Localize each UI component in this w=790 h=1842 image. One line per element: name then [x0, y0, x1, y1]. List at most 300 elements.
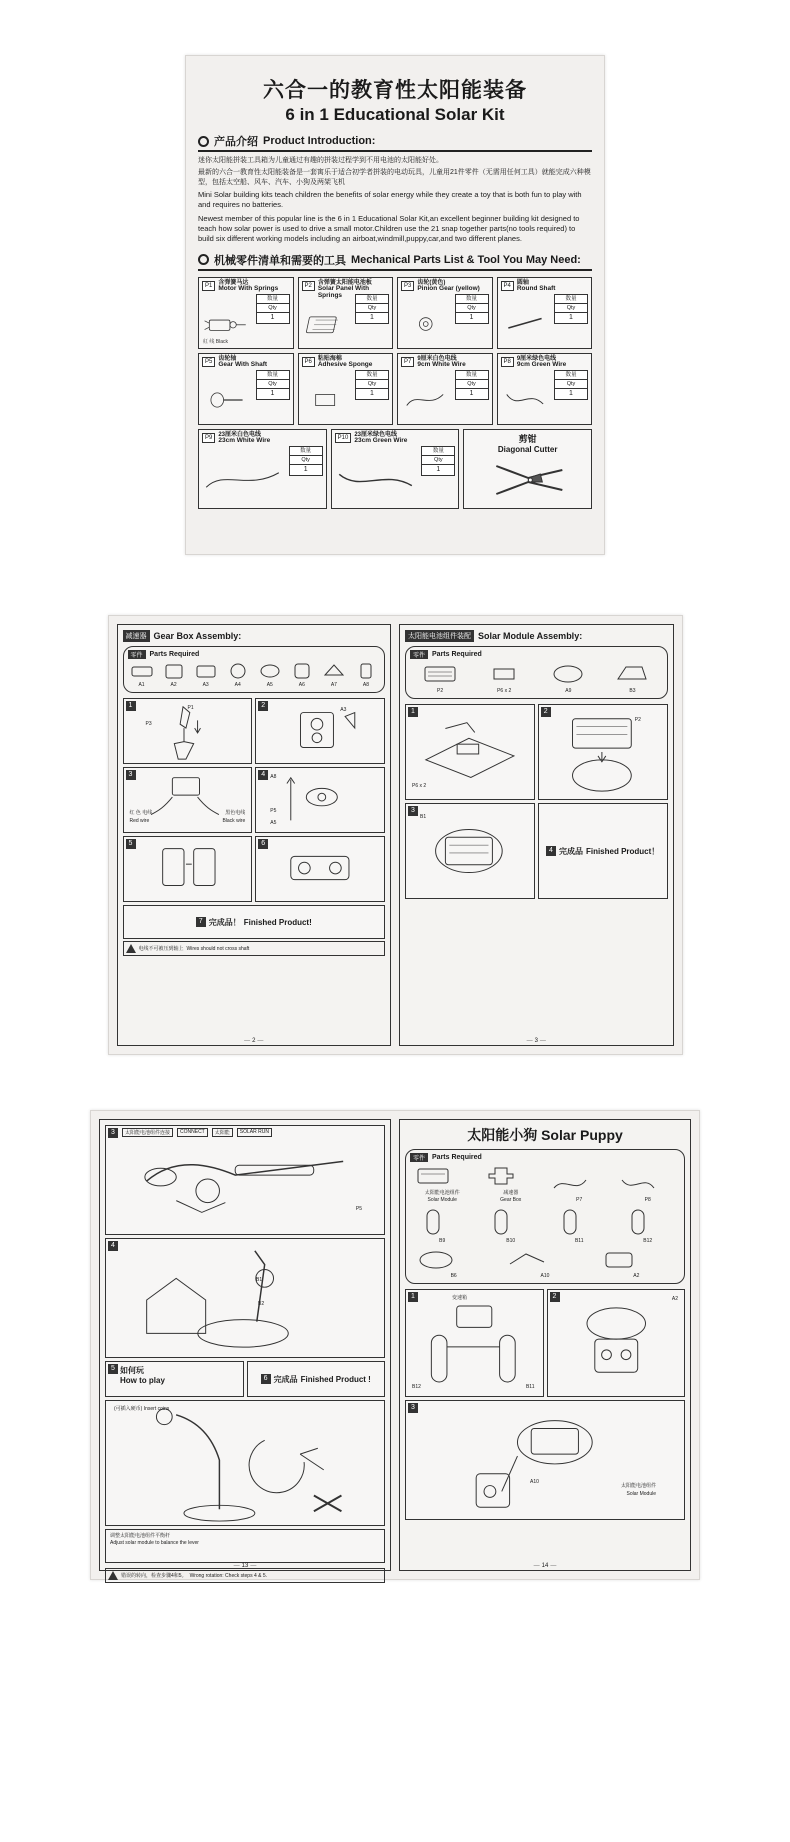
- required-part: [550, 1172, 609, 1203]
- round-shaft-icon: [502, 304, 550, 344]
- step-number: 7: [196, 917, 206, 927]
- white-wire-long-icon: [203, 456, 284, 504]
- part-name-cn: 9厘米绿色电线: [516, 355, 557, 362]
- step-caption: B11: [525, 1384, 535, 1390]
- step-number: 5: [108, 1364, 118, 1374]
- leg-part-icon: [618, 1207, 658, 1237]
- connect-badge-cn: 太阳能电池组件连接: [122, 1128, 173, 1137]
- finished-label-en: Finished Product！: [585, 846, 660, 856]
- part-id: P3: [401, 281, 414, 291]
- part-name-en: Round Shaft: [516, 285, 556, 293]
- required-part-label: P6 x 2: [497, 688, 512, 694]
- required-part: [413, 1207, 472, 1244]
- tool-name-en: Diagonal Cutter: [497, 444, 558, 454]
- column-solar-puppy: [399, 1119, 691, 1571]
- part-name-en: 23cm White Wire: [218, 437, 271, 445]
- part-id: P9: [202, 433, 215, 443]
- parts-grid-row3: [198, 429, 592, 509]
- qty-box: [355, 370, 389, 400]
- qty-label-en: Qty: [257, 304, 289, 313]
- step-number: 1: [408, 707, 418, 717]
- section-parts-list: [198, 252, 592, 271]
- adhesive-sponge-icon: [303, 380, 351, 420]
- part-name-cn: 粘贴海棉: [317, 355, 342, 362]
- leg-part-icon: [481, 1207, 521, 1237]
- warning-row: [123, 941, 386, 956]
- finished-product-box: [123, 905, 386, 939]
- bracket-part-icon: [596, 1248, 642, 1272]
- step-box: [538, 704, 668, 800]
- parts-required-box: [405, 646, 668, 699]
- steps-grid: [105, 1125, 385, 1583]
- part-shape-icon: [193, 661, 219, 681]
- wrong-text-en: Wrong rotation: Check steps 4 & 5.: [189, 1572, 268, 1579]
- part-name-cn: 23厘米白色电线: [218, 431, 262, 438]
- part-name-en: Adhesive Sponge: [317, 361, 373, 369]
- qty-label-en: Qty: [356, 380, 388, 389]
- qty-box: [289, 446, 323, 476]
- step-number: 6: [258, 839, 268, 849]
- qty-label-en: Qty: [456, 304, 488, 313]
- wrong-rotation-warning: [105, 1568, 385, 1583]
- part-cell: [198, 429, 327, 509]
- qty-label-en: Qty: [257, 380, 289, 389]
- qty-label-cn: 数量: [555, 371, 587, 380]
- warning-text-cn: 电线不可被压到轴上: [138, 946, 184, 952]
- step-caption: A10: [530, 1479, 539, 1485]
- required-part: [481, 1207, 540, 1244]
- step-caption-cn: 黑色电线: [225, 810, 246, 816]
- step-caption: A3: [340, 707, 347, 713]
- step-caption-cn: 太阳能电池组件: [620, 1483, 656, 1489]
- required-part-label-en: A10: [540, 1273, 550, 1279]
- body-part-icon: [413, 1248, 459, 1272]
- required-part: [353, 661, 379, 688]
- finished-product-box: [538, 803, 668, 899]
- finished-product-box: [247, 1361, 386, 1397]
- step-illustration: [406, 1401, 684, 1519]
- qty-box: [421, 446, 455, 476]
- step-box: [405, 1400, 685, 1520]
- part-id: P10: [335, 433, 352, 443]
- step-caption-cn: 变速箱: [452, 1295, 468, 1301]
- step-caption: B12: [412, 1384, 421, 1390]
- step-box: [255, 836, 385, 902]
- arm-part-icon: [504, 1248, 550, 1272]
- bullet-icon: [198, 254, 209, 265]
- required-part-label-en: Solar Module: [427, 1197, 457, 1203]
- part-shape-icon: [129, 661, 155, 681]
- part-illustration: [203, 456, 284, 504]
- step-caption-en: Black wire: [222, 818, 246, 824]
- required-part-label-en: B12: [643, 1238, 653, 1244]
- section-tag: 减速器: [123, 630, 150, 642]
- qty-value: 1: [436, 465, 441, 473]
- puppy-title: [405, 1125, 685, 1145]
- gear-with-shaft-icon: [203, 380, 251, 420]
- step-caption: B2: [258, 1301, 265, 1307]
- page-number: — 3 —: [525, 1038, 548, 1044]
- solar-module-icon: [413, 1164, 453, 1188]
- page-number: — 13 —: [232, 1563, 259, 1569]
- solar-panel-icon: [303, 304, 351, 344]
- qty-label-cn: 数量: [456, 295, 488, 304]
- required-part: [481, 1164, 540, 1203]
- step-illustration: [106, 1126, 384, 1234]
- part-illustration: [203, 380, 251, 420]
- required-part: [596, 1248, 677, 1279]
- required-part-label-en: Gear Box: [500, 1197, 522, 1203]
- qty-value: 1: [569, 313, 573, 321]
- required-part-label-cn: 减速器: [503, 1190, 519, 1196]
- step-number: 3: [408, 1403, 418, 1413]
- part-id: P5: [202, 357, 215, 367]
- part-illustration: [303, 304, 351, 344]
- part-name-en: Motor With Springs: [218, 285, 279, 293]
- step-number: 4: [258, 770, 268, 780]
- part-cell: [298, 277, 394, 349]
- section-title-en: Solar Module Assembly:: [478, 631, 583, 641]
- part-name-cn: 齿轮(黄色): [417, 279, 446, 286]
- finished-label-cn: 完成品: [558, 846, 583, 856]
- wire-icon: [550, 1172, 590, 1196]
- required-part: [484, 661, 524, 694]
- step-caption: B1: [256, 1277, 263, 1283]
- section-label-en: Mechanical Parts List & Tool You May Need:: [351, 253, 581, 266]
- step-caption: A5: [270, 820, 277, 826]
- step-illustration: [548, 1290, 685, 1396]
- step-illustration: [256, 699, 384, 763]
- required-part-label: A2: [170, 682, 177, 688]
- step-box: [123, 836, 253, 902]
- part-name-en: 9cm Green Wire: [516, 361, 567, 369]
- column-solar-module-assembly: [399, 624, 674, 1046]
- required-part: [618, 1172, 677, 1203]
- finished-label-en: Finished Product!: [243, 917, 312, 927]
- column-gear-box-assembly: [117, 624, 392, 1046]
- required-part: [321, 661, 347, 688]
- part-name-cn: 9厘米白色电线: [417, 355, 457, 362]
- part-cell: [198, 353, 294, 425]
- how-to-play-en: How to play: [120, 1376, 165, 1385]
- required-part: [289, 661, 315, 688]
- section-product-introduction: [198, 133, 592, 152]
- step-caption: P2: [634, 717, 641, 723]
- step-number: 1: [126, 701, 136, 711]
- required-part: [413, 1164, 472, 1203]
- part-illustration: [336, 456, 417, 504]
- required-part-label: A1: [138, 682, 145, 688]
- required-part-label: A6: [298, 682, 305, 688]
- green-wire-icon: [502, 380, 550, 420]
- how-to-play-cn: 如何玩: [120, 1366, 144, 1375]
- step-box: [255, 698, 385, 764]
- required-part-label-cn: 太阳能电池组件: [424, 1190, 460, 1196]
- qty-label-cn: 数量: [290, 447, 322, 456]
- warning-icon: [108, 1571, 118, 1580]
- required-part-label-en: A2: [633, 1273, 640, 1279]
- step-caption: P5: [355, 1206, 362, 1212]
- step-box: [105, 1125, 385, 1235]
- finished-label-en: Finished Product !: [300, 1374, 371, 1384]
- required-part-label: A3: [202, 682, 209, 688]
- section-tag: 太阳能电池组件装配: [405, 630, 474, 642]
- qty-label-en: Qty: [555, 304, 587, 313]
- sponge-icon: [484, 661, 524, 687]
- qty-label-en: Qty: [555, 380, 587, 389]
- required-part-label-en: B9: [439, 1238, 446, 1244]
- qty-value: 1: [370, 313, 374, 321]
- step-box: [405, 803, 535, 899]
- qty-value: 1: [270, 313, 275, 321]
- sheet-gearbox-solar: [108, 615, 683, 1055]
- part-illustration: [402, 380, 450, 420]
- step-caption: P3: [145, 721, 152, 727]
- part-cell: [397, 277, 493, 349]
- part-cell: [198, 277, 294, 349]
- required-part-label: P2: [437, 688, 444, 694]
- part-name-en: 23cm Green Wire: [354, 437, 408, 445]
- insert-coin-caption: (可插入硬币) Insert coins: [114, 1406, 170, 1412]
- puppy-title-en: Solar Puppy: [541, 1127, 623, 1143]
- step-caption: P5: [270, 808, 277, 814]
- step-caption: B1: [420, 814, 427, 820]
- warning-icon: [126, 944, 136, 953]
- qty-label-cn: 数量: [257, 295, 289, 304]
- part-shape-icon: [353, 661, 379, 681]
- part-cell: [298, 353, 394, 425]
- white-wire-icon: [402, 380, 450, 420]
- step-box: [405, 1289, 544, 1397]
- parts-required-label: Parts Required: [432, 651, 482, 658]
- warning-text-en: Wires should not cross shaft: [186, 945, 250, 952]
- step-illustration: [539, 705, 667, 799]
- required-part-label-en: B10: [506, 1238, 516, 1244]
- step-number: 5: [126, 839, 136, 849]
- steps-grid: [405, 1289, 685, 1508]
- qty-box: [455, 294, 489, 324]
- step-number: 2: [550, 1292, 560, 1302]
- parts-required-tag: 零件: [410, 650, 428, 659]
- adjust-note-cn: 调整太阳能电池组件平衡杆: [110, 1533, 171, 1539]
- step-number: 2: [258, 701, 268, 711]
- parts-grid: [198, 277, 592, 425]
- step-number: 6: [261, 1374, 271, 1384]
- finished-label-cn: 完成品！: [208, 917, 241, 927]
- step-number: 2: [541, 707, 551, 717]
- solar-run-badge-en: SOLAR RUN: [237, 1128, 272, 1137]
- step-number: 4: [546, 846, 556, 856]
- part-name-cn: 圆轴: [516, 279, 529, 286]
- step-box: [123, 767, 253, 833]
- adjust-note-box: [105, 1529, 385, 1563]
- required-part-label: A5: [266, 682, 273, 688]
- solar-run-badge-cn: 太阳能: [212, 1128, 233, 1137]
- part-illustration: [502, 380, 550, 420]
- part-id: P8: [501, 357, 514, 367]
- part-id: P6: [302, 357, 315, 367]
- qty-label-en: Qty: [422, 456, 454, 465]
- step-number: 3: [408, 806, 418, 816]
- sheet-solar-puppy: [90, 1110, 700, 1580]
- solar-panel-icon: [420, 661, 460, 687]
- frame-icon: [548, 661, 588, 687]
- qty-label-cn: 数量: [456, 371, 488, 380]
- step-caption: A8: [270, 774, 277, 780]
- required-part-label: B3: [629, 688, 636, 694]
- required-part-label-en: B11: [574, 1238, 584, 1244]
- step-illustration: [124, 837, 252, 901]
- required-part: [612, 661, 652, 694]
- play-illustration-box: [105, 1400, 385, 1526]
- intro-paragraph: Newest member of this popular line is the 6 in 1 Educational Solar Kit,an excellent beginner building kit designed to teach how solar power is used to drive a small motor.Children use the 21 snap together parts(no tools required) to build six different working models including an airboat,windmill,puppy,car,and two different planes.: [198, 213, 580, 243]
- connect-badge-en: CONNECT: [177, 1128, 208, 1137]
- required-part-label: A7: [330, 682, 337, 688]
- step-caption-en: Solar Module: [626, 1491, 656, 1497]
- column-lever-model: [99, 1119, 391, 1579]
- section-label-en: Product Introduction:: [263, 135, 376, 147]
- qty-value: 1: [469, 313, 474, 321]
- step-box: [405, 704, 535, 800]
- leg-part-icon: [550, 1207, 590, 1237]
- step-caption-en: Red wire: [129, 818, 150, 824]
- page-title-en: 6 in 1 Educational Solar Kit: [285, 105, 505, 124]
- qty-label-en: Qty: [456, 380, 488, 389]
- required-part: [548, 661, 588, 694]
- required-part: [129, 661, 155, 688]
- part-name-cn: 含弹簧马达: [218, 279, 249, 286]
- part-shape-icon: [225, 661, 251, 681]
- part-cell: [397, 353, 493, 425]
- diagonal-cutter-icon: [470, 456, 585, 504]
- intro-paragraph: 最新的六合一教育性太阳能装备是一套寓乐于适合初学者拼装的电动玩具，儿童用21件零件（无需用任何工具）就能完成六种模型，包括太空船、风车、汽车、小狗及两架飞机: [198, 169, 591, 186]
- how-to-play-box: [105, 1361, 244, 1397]
- required-part-label: A8: [362, 682, 370, 688]
- play-illustration: [106, 1401, 384, 1525]
- step-number: 3: [108, 1128, 118, 1138]
- part-note: [203, 338, 228, 345]
- required-part: [225, 661, 251, 688]
- parts-required-tag: 零件: [128, 650, 146, 659]
- base-icon: [612, 661, 652, 687]
- required-part: [257, 661, 283, 688]
- required-part: [161, 661, 187, 688]
- bullet-icon: [198, 136, 209, 147]
- part-name-cn: 齿轮轴: [218, 355, 237, 362]
- required-part: [618, 1207, 677, 1244]
- document-page: [0, 55, 790, 1580]
- adjust-note-en: Adjust solar module to balance the lever: [110, 1540, 199, 1546]
- qty-label-cn: 数量: [422, 447, 454, 456]
- puppy-title-cn: 太阳能小狗: [467, 1127, 538, 1143]
- finished-label-cn: 完成品: [273, 1374, 298, 1384]
- qty-box: [455, 370, 489, 400]
- qty-value: 1: [370, 389, 374, 397]
- section-label-cn: 机械零件清单和需要的工具: [214, 254, 346, 267]
- qty-box: [256, 294, 290, 324]
- wrong-text-cn: 错误的转向，检查步骤4和5。: [121, 1573, 187, 1579]
- part-name-cn: 23厘米绿色电线: [354, 431, 398, 438]
- part-shape-icon: [161, 661, 187, 681]
- tool-cell-diagonal-cutter: [463, 429, 592, 509]
- qty-label-cn: 数量: [257, 371, 289, 380]
- parts-required-box: [405, 1149, 685, 1284]
- required-part: [504, 1248, 585, 1279]
- page-number: — 14 —: [532, 1563, 559, 1569]
- part-cell: [497, 277, 593, 349]
- page-number: — 2 —: [242, 1038, 265, 1044]
- part-shape-icon: [321, 661, 347, 681]
- leg-part-icon: [413, 1207, 453, 1237]
- required-part-label: A9: [565, 688, 572, 694]
- required-part-label-en: P8: [644, 1197, 651, 1203]
- part-shape-icon: [257, 661, 283, 681]
- part-name-en: 9cm White Wire: [417, 361, 466, 369]
- part-id: P2: [302, 281, 315, 291]
- qty-box: [554, 294, 588, 324]
- gear-box-icon: [481, 1164, 521, 1188]
- parts-required-tag: 零件: [410, 1153, 428, 1162]
- step-caption: A2: [671, 1296, 678, 1302]
- qty-box: [355, 294, 389, 324]
- part-cell: [497, 353, 593, 425]
- step-box: [255, 767, 385, 833]
- intro-paragraph: 迷你太阳能拼装工具箱为儿童通过有趣的拼装过程学到不用电池的太阳能好处。: [198, 157, 443, 164]
- page-title-cn: 六合一的教育性太阳能装备: [263, 79, 527, 102]
- sheet-cover: [185, 55, 605, 555]
- part-illustration: [502, 304, 550, 344]
- part-illustration: [303, 380, 351, 420]
- step-illustration: [106, 1239, 384, 1357]
- qty-label-cn: 数量: [356, 295, 388, 304]
- parts-required-label: Parts Required: [149, 651, 200, 658]
- step-illustration: [406, 1290, 543, 1396]
- required-part: [413, 1248, 494, 1279]
- required-part-label: A4: [234, 682, 241, 688]
- part-id: P4: [501, 281, 514, 291]
- part-shape-icon: [289, 661, 315, 681]
- qty-label-cn: 数量: [555, 295, 587, 304]
- qty-value: 1: [270, 389, 275, 397]
- step-number: 4: [108, 1241, 118, 1251]
- step-number: 1: [408, 1292, 418, 1302]
- step-box: [547, 1289, 686, 1397]
- qty-box: [256, 370, 290, 400]
- step-number: 3: [126, 770, 136, 780]
- qty-label-cn: 数量: [356, 371, 388, 380]
- required-part: [193, 661, 219, 688]
- qty-label-en: Qty: [356, 304, 388, 313]
- part-note-en: Black: [215, 338, 229, 345]
- required-part-label-en: B6: [450, 1273, 457, 1279]
- qty-value: 1: [303, 465, 308, 473]
- part-illustration: [402, 304, 450, 344]
- tool-name-cn: 剪钳: [518, 433, 537, 444]
- required-part-label-en: P7: [576, 1197, 583, 1203]
- part-name-en: Gear With Shaft: [218, 361, 268, 369]
- pinion-gear-icon: [402, 304, 450, 344]
- green-wire-long-icon: [336, 456, 417, 504]
- step-caption-cn: 红 色 电线: [129, 810, 153, 816]
- required-part: [550, 1207, 609, 1244]
- step-illustration: [256, 837, 384, 901]
- parts-required-label: Parts Required: [432, 1154, 482, 1161]
- qty-label-en: Qty: [290, 456, 322, 465]
- step-caption: P1: [187, 705, 194, 711]
- part-name-en: Solar Panel With Springs: [317, 285, 370, 300]
- intro-paragraph: Mini Solar building kits teach children the benefits of solar energy while they create a toy that is both fun to play with and requires no batteries.: [198, 190, 582, 210]
- parts-required-box: [123, 646, 386, 693]
